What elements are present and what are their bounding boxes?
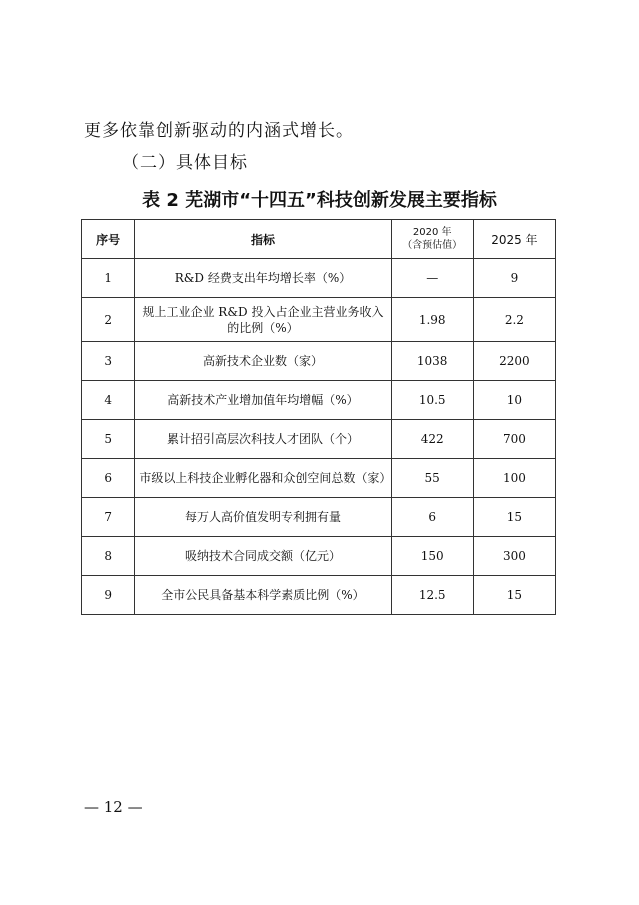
cell-2025: 2.2 [473, 298, 555, 342]
cell-no: 6 [82, 459, 135, 498]
cell-no: 1 [82, 259, 135, 298]
cell-2025: 2200 [473, 342, 555, 381]
cell-no: 9 [82, 576, 135, 615]
header-2025: 2025 年 [473, 220, 555, 259]
cell-name: 全市公民具备基本科学素质比例（%） [135, 576, 391, 615]
cell-name: R&D 经费支出年均增长率（%） [135, 259, 391, 298]
cell-name: 高新技术企业数（家） [135, 342, 391, 381]
section-subheading: （二）具体目标 [122, 153, 248, 173]
table-row [82, 537, 556, 576]
table-row [82, 298, 556, 342]
cell-2020: 6 [391, 498, 473, 537]
header-no: 序号 [82, 220, 135, 259]
cell-name: 市级以上科技企业孵化器和众创空间总数（家） [135, 459, 391, 498]
cell-name: 高新技术产业增加值年均增幅（%） [135, 381, 391, 420]
cell-2020: 10.5 [391, 381, 473, 420]
table-row [82, 381, 556, 420]
cell-2025: 300 [473, 537, 555, 576]
cell-2020: 1038 [391, 342, 473, 381]
table-row [82, 576, 556, 615]
cell-2020: 422 [391, 420, 473, 459]
cell-2025: 100 [473, 459, 555, 498]
header-2020-line2: （含预估值） [402, 240, 463, 251]
cell-name: 累计招引高层次科技人才团队（个） [135, 420, 391, 459]
table-header-row [82, 220, 556, 259]
table-row [82, 259, 556, 298]
indicators-table [81, 219, 556, 615]
cell-2025: 15 [473, 498, 555, 537]
table-row [82, 342, 556, 381]
cell-2020: 150 [391, 537, 473, 576]
page-number: — 12 — [84, 798, 143, 816]
cell-no: 8 [82, 537, 135, 576]
cell-2025: 10 [473, 381, 555, 420]
cell-2025: 9 [473, 259, 555, 298]
header-name: 指标 [135, 220, 391, 259]
cell-2020: 1.98 [391, 298, 473, 342]
table-title: 表 2 芜湖市“十四五”科技创新发展主要指标 [142, 190, 497, 211]
body-paragraph: 更多依靠创新驱动的内涵式增长。 [84, 121, 354, 141]
header-2020 [391, 220, 473, 259]
cell-2020: — [391, 259, 473, 298]
cell-no: 7 [82, 498, 135, 537]
cell-2025: 700 [473, 420, 555, 459]
header-2020-line1: 2020 年 [412, 227, 452, 238]
cell-2020: 55 [391, 459, 473, 498]
cell-no: 2 [82, 298, 135, 342]
cell-2020: 12.5 [391, 576, 473, 615]
cell-name: 规上工业企业 R&D 投入占企业主营业务收入的比例（%） [135, 298, 391, 342]
cell-2025: 15 [473, 576, 555, 615]
cell-name: 每万人高价值发明专利拥有量 [135, 498, 391, 537]
cell-no: 4 [82, 381, 135, 420]
table-row [82, 459, 556, 498]
cell-no: 5 [82, 420, 135, 459]
table-row [82, 498, 556, 537]
table-row [82, 420, 556, 459]
cell-name: 吸纳技术合同成交额（亿元） [135, 537, 391, 576]
cell-no: 3 [82, 342, 135, 381]
